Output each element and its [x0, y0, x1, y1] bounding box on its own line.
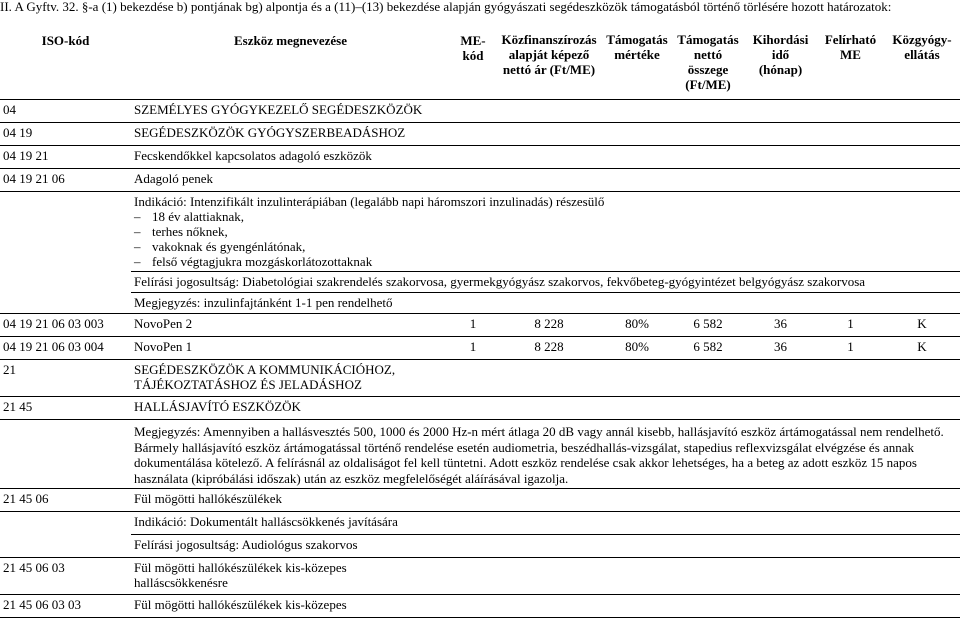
indication-row: [0, 192, 960, 272]
col-amount: Támogatás nettó összege (Ft/ME): [672, 32, 744, 100]
wear-period: 36: [744, 314, 817, 337]
col-period: Kihordási idő (hónap): [744, 32, 817, 100]
indication-item: – vakoknak és gyengénlátónak,: [134, 239, 957, 254]
table-header-row: [0, 32, 960, 100]
note-text: Megjegyzés: Amennyiben a hallásvesztés 500, 1000 és 2000 Hz-n mért átlaga 20 dB vagy annál kisebb, hallásjavító eszköz ártámogatással nem rendelhető. Bármely hallásjavító eszköz ártámogatással történő rendelése esetén audiometria, beszédhallás-vizsgálat, stapedius reflexvizsgálat elvégzése és annak dokumentálása kötelező. A felírásnál az oldaliságot fel kell tüntetni. Adott eszköz rendelése csak akkor lehetséges, ha a beteg az adott eszköz 15 napos használata (kipróbálási időszak) után az eszköz megfelelőségét aláírásával igazolja.: [131, 420, 960, 489]
me-code: 1: [450, 314, 496, 337]
device-name: Fecskendőkkel kapcsolatos adagoló eszközök: [131, 146, 960, 169]
public-care: K: [884, 337, 960, 360]
iso-code: 04 19 21: [0, 146, 131, 169]
iso-code: 04 19 21 06 03 003: [0, 314, 131, 337]
product-row: [0, 337, 960, 360]
iso-code: 04 19: [0, 123, 131, 146]
device-name: NovoPen 1: [131, 337, 450, 360]
net-price: 8 228: [496, 314, 602, 337]
indication-row: [0, 512, 960, 535]
device-name: SEGÉDESZKÖZÖK A KOMMUNIKÁCIÓHOZ,: [134, 362, 396, 377]
wear-period: 36: [744, 337, 817, 360]
device-name-cont: TÁJÉKOZTATÁSHOZ ÉS JELADÁSHOZ: [134, 377, 362, 392]
device-name: Adagoló penek: [131, 169, 960, 192]
support-rate: 80%: [602, 337, 672, 360]
table-row: [0, 123, 960, 146]
device-name: NovoPen 2: [131, 314, 450, 337]
device-name: Fül mögötti hallókészülékek kis-közepes: [134, 560, 347, 575]
indication-text: Indikáció: Dokumentált halláscsökkenés javítására: [131, 512, 960, 535]
col-iso: ISO-kód: [0, 32, 131, 100]
prescribable-qty: 1: [817, 314, 884, 337]
net-price: 8 228: [496, 337, 602, 360]
table-row: [0, 489, 960, 512]
table-row: [0, 146, 960, 169]
iso-code: 04: [0, 100, 131, 123]
device-name: HALLÁSJAVÍTÓ ESZKÖZÖK: [131, 397, 960, 420]
support-rate: 80%: [602, 314, 672, 337]
table-row: [0, 397, 960, 420]
iso-code: 21 45 06 03: [0, 558, 131, 595]
prescription-right-text: Felírási jogosultság: Diabetológiai szakrendelés szakorvosa, gyermekgyógyász szakorvos, fekvőbeteg-gyógyintézet belgyógyász szakorvosa: [131, 272, 960, 293]
device-name-cont: halláscsökkenésre: [134, 575, 228, 590]
iso-code: 04 19 21 06: [0, 169, 131, 192]
note-text: Megjegyzés: inzulinfajtánként 1-1 pen rendelhető: [131, 293, 960, 314]
support-amount: 6 582: [672, 314, 744, 337]
device-name: SZEMÉLYES GYÓGYKEZELŐ SEGÉDESZKÖZÖK: [131, 100, 960, 123]
iso-code: 21 45: [0, 397, 131, 420]
product-row: [0, 314, 960, 337]
table-row: [0, 169, 960, 192]
indication-item: – terhes nőknek,: [134, 224, 957, 239]
table-row: [0, 558, 960, 595]
document-heading: II. A Gyftv. 32. §-a (1) bekezdése b) pontjának bg) alpontja és a (11)–(13) bekezdése alapján gyógyászati segédeszközök támogatásból történő törlésére hozott határozatok:: [0, 0, 892, 14]
indication-item: – 18 év alattiaknak,: [134, 209, 957, 224]
device-name: SEGÉDESZKÖZÖK GYÓGYSZERBEADÁSHOZ: [131, 123, 960, 146]
col-kozgy: Közgyógy- ellátás: [884, 32, 960, 100]
prescription-row: [0, 272, 960, 293]
col-rate: Támogatás mértéke: [602, 32, 672, 100]
table-row: [0, 100, 960, 123]
me-code: 1: [450, 337, 496, 360]
col-name: Eszköz megnevezése: [131, 32, 450, 100]
iso-code: 21 45 06 03 03: [0, 595, 131, 618]
iso-code: 21: [0, 360, 131, 397]
col-price: Közfinanszírozás alapját képező nettó ár (Ft/ME): [496, 32, 602, 100]
note-row: [0, 420, 960, 489]
public-care: K: [884, 314, 960, 337]
device-name: Fül mögötti hallókészülékek: [131, 489, 960, 512]
table-row: [0, 595, 960, 618]
indication-text: Indikáció: Intenzifikált inzulinterápiában (legalább napi háromszori inzulinadás) részesülő: [134, 194, 605, 209]
iso-code: 21 45 06: [0, 489, 131, 512]
table-row: [0, 360, 960, 397]
col-qty: Felírható ME: [817, 32, 884, 100]
note-row: [0, 293, 960, 314]
device-name: Fül mögötti hallókészülékek kis-közepes: [131, 595, 960, 618]
col-me: ME- kód: [450, 32, 496, 100]
prescribable-qty: 1: [817, 337, 884, 360]
support-amount: 6 582: [672, 337, 744, 360]
prescription-right-text: Felírási jogosultság: Audiológus szakorvos: [131, 535, 960, 558]
indication-item: – felső végtagjukra mozgáskorlátozottaknak: [134, 254, 957, 269]
prescription-row: [0, 535, 960, 558]
iso-code: 04 19 21 06 03 004: [0, 337, 131, 360]
device-table: [0, 32, 960, 618]
